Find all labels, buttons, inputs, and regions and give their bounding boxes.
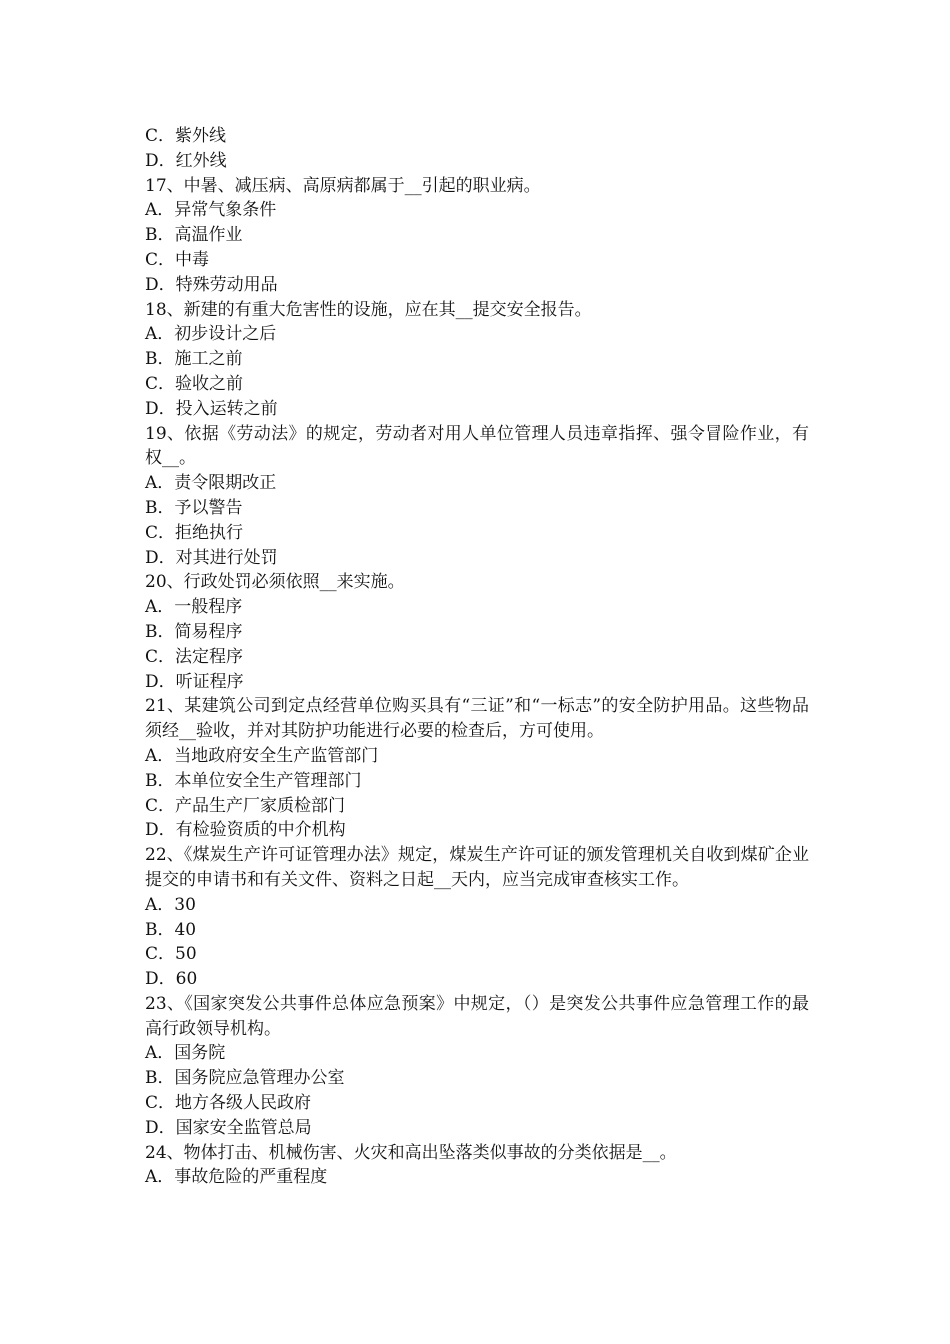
option-19c: C．拒绝执行 bbox=[145, 522, 244, 543]
question-21: 21、某建筑公司到定点经营单位购买具有“三证”和“一标志”的安全防护用品。这些物品须经__验收，并对其防护功能进行必要的检查后，方可使用。 bbox=[145, 696, 809, 742]
option-23d: D．国家安全监管总局 bbox=[145, 1117, 312, 1138]
question-22: 22、《煤炭生产许可证管理办法》规定，煤炭生产许可证的颁发管理机关自收到煤矿企业提交的申请书和有关文件、资料之日起__天内，应当完成审查核实工作。 bbox=[145, 845, 809, 890]
option-21a: A．当地政府安全生产监管部门 bbox=[145, 745, 379, 766]
option-21b: B．本单位安全生产管理部门 bbox=[145, 770, 362, 791]
option-23b: B．国务院应急管理办公室 bbox=[145, 1068, 345, 1089]
option-20c: C．法定程序 bbox=[145, 646, 244, 667]
option-20a: A．一般程序 bbox=[145, 597, 243, 618]
option-19d: D．对其进行处罚 bbox=[145, 547, 278, 568]
option-20d: D．听证程序 bbox=[145, 671, 244, 692]
option-16c: C．紫外线 bbox=[145, 126, 227, 146]
option-22c: C．50 bbox=[145, 944, 197, 965]
option-21d: D．有检验资质的中介机构 bbox=[145, 820, 346, 841]
option-23a: A．国务院 bbox=[145, 1043, 226, 1064]
option-16d: D．红外线 bbox=[145, 150, 227, 171]
question-24: 24、物体打击、机械伤害、火灾和高出坠落类似事故的分类依据是__。 bbox=[145, 1142, 677, 1163]
option-22b: B．40 bbox=[145, 919, 197, 940]
document-page bbox=[145, 124, 809, 1190]
option-18c: C．验收之前 bbox=[145, 373, 244, 394]
option-19b: B．予以警告 bbox=[145, 497, 243, 518]
question-23: 23、《国家突发公共事件总体应急预案》中规定，（）是突发公共事件应急管理工作的最高行政领导机构。 bbox=[145, 993, 809, 1039]
option-18b: B．施工之前 bbox=[145, 349, 243, 370]
question-19: 19、依据《劳动法》的规定，劳动者对用人单位管理人员违章指挥、强令冒险作业，有权__。 bbox=[145, 423, 809, 469]
option-17b: B．高温作业 bbox=[145, 225, 243, 246]
question-20: 20、行政处罚必须依照__来实施。 bbox=[145, 572, 405, 593]
option-17c: C．中毒 bbox=[145, 249, 210, 270]
option-23c: C．地方各级人民政府 bbox=[145, 1093, 312, 1114]
option-17d: D．特殊劳动用品 bbox=[145, 274, 278, 295]
option-22d: D．60 bbox=[145, 969, 198, 990]
option-21c: C．产品生产厂家质检部门 bbox=[145, 795, 346, 816]
option-18d: D．投入运转之前 bbox=[145, 398, 278, 419]
question-18: 18、新建的有重大危害性的设施，应在其__提交安全报告。 bbox=[145, 299, 592, 320]
option-22a: A．30 bbox=[145, 894, 196, 915]
option-24a: A．事故危险的严重程度 bbox=[145, 1167, 328, 1188]
option-17a: A．异常气象条件 bbox=[145, 200, 277, 221]
option-19a: A．责令限期改正 bbox=[145, 473, 277, 494]
question-17: 17、中暑、减压病、高原病都属于__引起的职业病。 bbox=[145, 175, 541, 196]
option-20b: B．简易程序 bbox=[145, 621, 243, 642]
option-18a: A．初步设计之后 bbox=[145, 324, 277, 345]
